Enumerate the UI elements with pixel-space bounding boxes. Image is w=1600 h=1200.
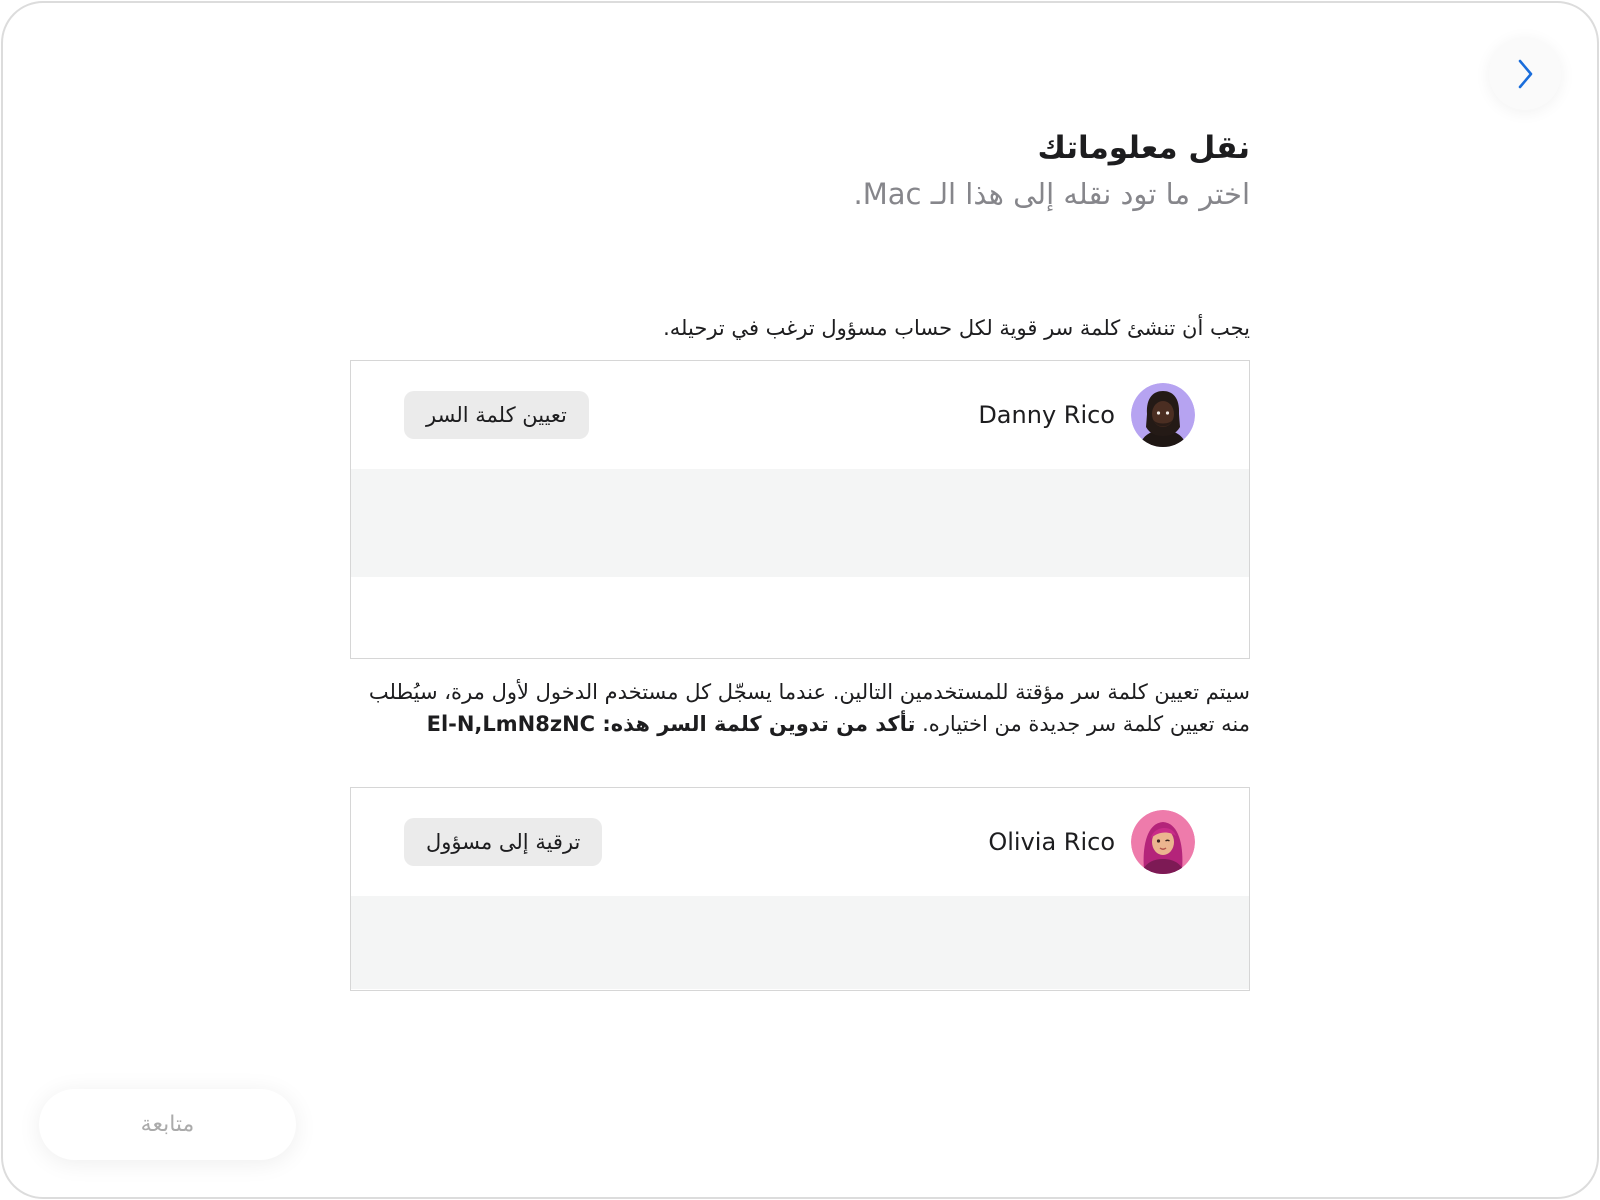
avatar-eye-right: [1166, 411, 1169, 414]
password-warning-text: تأكد من تدوين كلمة السر هذه:: [602, 711, 916, 736]
set-password-button[interactable]: تعيين كلمة السر: [404, 391, 589, 439]
list-item-olivia-rico: [351, 788, 1249, 896]
avatar-eye-left: [1157, 411, 1160, 414]
user-name: Danny Rico: [978, 401, 1115, 429]
list-item-empty: [351, 577, 1249, 657]
migration-assistant-window: [1, 1, 1599, 1199]
admin-password-instruction: يجب أن تنشئ كلمة سر قوية لكل حساب مسؤول ترغب في ترحيله.: [663, 316, 1250, 340]
avatar-eye-right-wink: [1166, 840, 1170, 841]
list-item-danny-rico: [351, 361, 1249, 469]
memoji-avatar-icon: [1131, 383, 1195, 447]
page-title: نقل معلوماتك: [1037, 130, 1250, 166]
forward-button[interactable]: [1489, 38, 1561, 110]
page-subtitle: اختر ما تود نقله إلى هذا الـ Mac.: [853, 177, 1250, 211]
avatar-eye-left: [1157, 839, 1160, 842]
admin-users-list: [350, 360, 1250, 659]
temporary-password-notice: [350, 677, 1250, 740]
memoji-avatar-icon: [1131, 810, 1195, 874]
password-warning: [427, 712, 916, 736]
list-item-empty: [351, 896, 1249, 989]
chevron-stroke: [1520, 61, 1531, 87]
promote-to-admin-button[interactable]: ترقية إلى مسؤول: [404, 818, 602, 866]
notice-text: سيتم تعيين كلمة سر مؤقتة للمستخدمين التالين. عندما يسجّل كل مستخدم الدخول لأول مرة، سيُطلب منه تعيين كلمة سر جديدة من اختياره.: [368, 680, 1250, 736]
standard-users-list: [350, 787, 1250, 991]
user-name: Olivia Rico: [988, 828, 1115, 856]
list-item-empty: [351, 469, 1249, 577]
chevron-right-icon: [1515, 58, 1535, 90]
temporary-password: El-N,LmN8zNC: [426, 711, 596, 736]
continue-button[interactable]: متابعة: [39, 1089, 296, 1160]
